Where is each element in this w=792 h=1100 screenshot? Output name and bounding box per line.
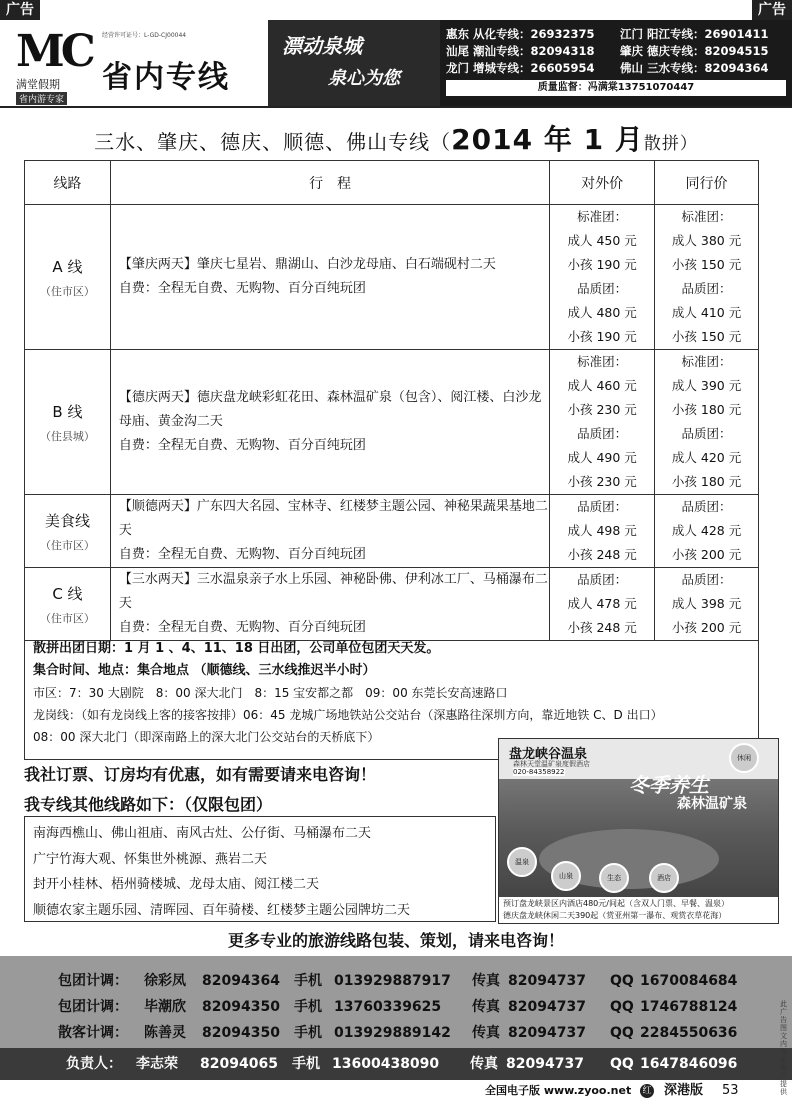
price-line: 标准团：: [681, 354, 732, 369]
qq-label: QQ: [610, 1056, 634, 1072]
city-pickup: 市区：7：30 大剧院 8：00 深大北门 8：15 宝安都之都 09：00 东莞长安高速路口: [33, 686, 508, 700]
price-line: 小孩 200 元: [671, 620, 742, 635]
route-lodging: （住县城）: [39, 429, 95, 443]
contact-name: 陈善灵: [144, 1025, 186, 1041]
route-itinerary: [110, 568, 549, 641]
title-date: 2014 年 1 月: [451, 123, 644, 156]
footer-edition: 深港版: [664, 1083, 704, 1098]
logo-mark: MC: [16, 26, 92, 77]
table-row: [25, 350, 759, 495]
hotline-row: [446, 60, 786, 77]
price-line: 小孩 248 元: [567, 620, 637, 635]
price-line: 成人 390 元: [671, 378, 742, 393]
route-label: A 线: [52, 257, 83, 276]
ad-tag-left: 广告: [0, 0, 40, 20]
price-line: 小孩 150 元: [671, 257, 742, 272]
price-line: 成人 380 元: [671, 233, 742, 248]
price-line: 标准团：: [577, 209, 628, 224]
price-line: 小孩 180 元: [671, 402, 742, 417]
itinerary-line: 【顺德两天】广东四大名园、宝林寺、红楼梦主题公园、神秘果蔬果基地二天: [118, 499, 548, 538]
retail-price-cell: [550, 568, 655, 641]
route-name: [25, 350, 111, 495]
manager-name: 李志荣: [136, 1056, 178, 1072]
hotline-right: 肇庆 德庆专线：82094515: [620, 44, 769, 58]
fax-label: 传真: [472, 999, 500, 1015]
ad-offer-1: 预订盘龙峡景区内酒店480元/间起（含双人门票、早餐、温泉）: [503, 899, 729, 908]
price-line: 小孩 230 元: [567, 474, 637, 489]
price-line: 品质团：: [681, 499, 732, 514]
price-line: 品质团：: [681, 572, 732, 587]
manager-fax: 82094737: [506, 1056, 584, 1072]
logo-brand-name: 满堂假期: [16, 78, 60, 91]
price-line: 标准团：: [681, 209, 732, 224]
table-row: [25, 568, 759, 641]
contact-tel: 82094350: [202, 1025, 280, 1041]
hotline-left: 汕尾 潮汕专线：82094318: [446, 44, 595, 58]
itinerary-note: 自费：全程无自费、无购物、百分百纯玩团: [118, 438, 366, 453]
list-item: 顺德农家主题乐园、清晖园、百年骑楼、红楼梦主题公园牌坊二天: [33, 902, 411, 918]
header: [0, 20, 792, 108]
contact-qq: 2284550636: [640, 1025, 738, 1041]
route-itinerary: [110, 350, 549, 495]
mobile-label: 手机: [294, 973, 322, 989]
other-routes-heading: 我专线其他线路如下：（仅限包团）: [24, 795, 273, 814]
route-lodging: （住市区）: [39, 284, 95, 298]
price-line: 成人 478 元: [567, 596, 637, 611]
departure-dates: 散拼出团日期：1 月 1 、4、11、18 日出团，公司单位包团天天发。: [33, 641, 440, 656]
ad-slogan: 冬季养生: [629, 773, 709, 797]
hotline-left: 龙门 增城专线：26605954: [446, 61, 595, 75]
itinerary-line: 【肇庆两天】肇庆七星岩、鼎湖山、白沙龙母庙、白石端砚村二天: [118, 257, 496, 272]
manager-tel: 82094065: [200, 1056, 278, 1072]
ad-phone: 020-84358922: [513, 768, 565, 776]
contact-fax: 82094737: [508, 973, 586, 989]
price-line: 品质团：: [681, 281, 732, 296]
price-line: 品质团：: [577, 572, 628, 587]
qq-label: QQ: [610, 973, 634, 989]
north-gate-pickup: 08：00 深大北门（即深南路上的深大北门公交站台的天桥底下）: [33, 730, 380, 744]
ad-slogan-2: 森林温矿泉: [677, 796, 747, 812]
route-name: [25, 495, 111, 568]
table-row: [25, 205, 759, 350]
route-lodging: （住市区）: [39, 538, 95, 552]
price-line: 成人 498 元: [567, 523, 637, 538]
staff-contacts: [0, 956, 792, 1048]
contact-qq: 1670084684: [640, 973, 738, 989]
qq-label: QQ: [610, 1025, 634, 1041]
peer-price-cell: [655, 205, 759, 350]
contact-tel: 82094364: [202, 973, 280, 989]
ad-thumb: 温泉: [507, 847, 537, 877]
ad-badge-icon: 休闲: [729, 743, 759, 773]
hotline-right: 江门 阳江专线：26901411: [620, 27, 769, 41]
manager-role: 负责人：: [66, 1056, 122, 1072]
hotline-right: 佛山 三水专线：82094364: [620, 61, 769, 75]
route-name: [25, 205, 111, 350]
table-header-row: [25, 161, 759, 205]
retail-price-cell: [550, 495, 655, 568]
mobile-label: 手机: [294, 999, 322, 1015]
price-line: 成人 398 元: [671, 596, 742, 611]
banner-line-2: 泉心为您: [328, 68, 400, 89]
license-number: 经营许可证号：L-GD-CJ00044: [102, 32, 187, 39]
manager-qq: 1647846096: [640, 1056, 738, 1072]
col-header-retail-price: 对外价: [550, 161, 655, 205]
ad-thumb: 山泉: [551, 861, 581, 891]
price-line: 小孩 190 元: [567, 329, 637, 344]
hotline-left: 惠东 从化专线：26932375: [446, 27, 595, 41]
list-item: 广宁竹海大观、怀集世外桃源、燕岩二天: [33, 851, 268, 867]
itinerary-note: 自费：全程无自费、无购物、百分百纯玩团: [118, 281, 366, 296]
contact-name: 毕潮欣: [144, 999, 186, 1015]
peer-price-cell: [655, 495, 759, 568]
slogan-banner: [268, 20, 440, 106]
contact-qq: 1746788124: [640, 999, 738, 1015]
contact-mobile: 13760339625: [334, 999, 442, 1015]
itinerary-line: 【三水两天】三水温泉亲子水上乐园、神秘卧佛、伊利冰工厂、马桶瀑布二天: [118, 572, 548, 611]
price-line: 小孩 190 元: [567, 257, 637, 272]
route-name: [25, 568, 111, 641]
route-itinerary: [110, 495, 549, 568]
manager-contact: [0, 1048, 792, 1080]
price-line: 成人 450 元: [567, 233, 637, 248]
route-table: [24, 160, 759, 641]
fax-label: 传真: [470, 1056, 498, 1072]
other-routes-list: [24, 816, 496, 922]
contact-role: 散客计调：: [58, 1025, 128, 1041]
ad-title: 盘龙峡谷温泉: [509, 747, 588, 762]
banner-line-1: 漂动泉城: [282, 34, 362, 58]
consult-line: 更多专业的旅游线路包装、策划，请来电咨询！: [227, 931, 564, 950]
price-line: 品质团：: [577, 281, 628, 296]
meeting-point: 集合时间、地点：集合地点 （顺德线、三水线推迟半小时）: [33, 663, 376, 678]
page-footer: [0, 1082, 792, 1100]
manager-mobile: 13600438090: [332, 1056, 440, 1072]
hotline-row: [446, 26, 786, 43]
col-header-peer-price: 同行价: [655, 161, 759, 205]
ad-thumb: 酒店: [649, 863, 679, 893]
price-line: 成人 460 元: [567, 378, 637, 393]
edition-icon: 红: [640, 1084, 654, 1098]
price-line: 成人 410 元: [671, 305, 742, 320]
contact-row: [0, 968, 792, 994]
qq-label: QQ: [610, 999, 634, 1015]
itinerary-line: 【德庆两天】德庆盘龙峡彩虹花田、森林温矿泉（包含）、阅江楼、白沙龙母庙、黄金沟二天: [118, 390, 542, 429]
price-line: 成人 490 元: [567, 450, 637, 465]
list-item: 南海西樵山、佛山祖庙、南风古灶、公仔街、马桶瀑布二天: [33, 826, 372, 841]
hotline-panel: [440, 20, 792, 106]
col-header-itinerary: 行 程: [110, 161, 549, 205]
itinerary-note: 自费：全程无自费、无购物、百分百纯玩团: [118, 620, 366, 635]
fax-label: 传真: [472, 973, 500, 989]
contact-role: 包团计调：: [58, 973, 128, 989]
longgang-pickup: 龙岗线：（如有龙岗线上客的接客按排）06：45 龙城广场地铁站公交站台（深惠路往深圳方向，靠近地铁 C、D 出口）: [33, 708, 663, 722]
fax-label: 传真: [472, 1025, 500, 1041]
mobile-label: 手机: [292, 1056, 320, 1072]
price-line: 成人 480 元: [567, 305, 637, 320]
contact-row: [0, 994, 792, 1020]
contact-fax: 82094737: [508, 999, 586, 1015]
hot-spring-ad: [498, 738, 779, 924]
mobile-label: 手机: [294, 1025, 322, 1041]
price-line: 成人 420 元: [671, 450, 742, 465]
footer-site: 全国电子版 www.zyoo.net: [485, 1084, 632, 1097]
retail-price-cell: [550, 205, 655, 350]
contact-row: [0, 1020, 792, 1046]
price-line: 标准团：: [577, 354, 628, 369]
route-label: 美食线: [44, 511, 90, 530]
retail-price-cell: [550, 350, 655, 495]
ad-subtitle: 森林天堂温矿泉度假酒店: [513, 760, 590, 768]
price-line: 品质团：: [577, 426, 628, 441]
contact-name: 徐彩凤: [144, 973, 186, 989]
peer-price-cell: [655, 568, 759, 641]
contact-mobile: 013929889142: [334, 1025, 451, 1041]
booking-promo: 我社订票、订房均有优惠，如有需要请来电咨询！: [24, 765, 377, 784]
side-disclaimer: 此广告图文内容由客户提供: [780, 1000, 787, 1096]
route-label: C 线: [52, 584, 83, 603]
ad-footer: [499, 897, 778, 923]
route-label: B 线: [52, 402, 83, 421]
ad-offer-2: 德庆盘龙峡休闲二天390起（赏亚州第一瀑布、观赏衣草花海）: [503, 911, 727, 920]
contact-mobile: 013929887917: [334, 973, 451, 989]
title-prefix: 三水、肇庆、德庆、顺德、佛山专线（: [94, 130, 452, 154]
hotline-row: [446, 43, 786, 60]
table-row: [25, 495, 759, 568]
contact-fax: 82094737: [508, 1025, 586, 1041]
price-line: 小孩 248 元: [567, 547, 637, 562]
ad-thumb: 生态: [599, 863, 629, 893]
contact-tel: 82094350: [202, 999, 280, 1015]
route-lodging: （住市区）: [39, 611, 95, 625]
price-line: 小孩 200 元: [671, 547, 742, 562]
list-item: 封开小桂林、梧州骑楼城、龙母太庙、阅江楼二天: [33, 877, 320, 892]
quality-supervisor: 质量监督：冯满棠13751070447: [446, 80, 786, 96]
price-line: 小孩 150 元: [671, 329, 742, 344]
page-number: 53: [722, 1083, 739, 1098]
price-line: 小孩 180 元: [671, 474, 742, 489]
ad-tag-right: 广告: [752, 0, 792, 20]
itinerary-note: 自费：全程无自费、无购物、百分百纯玩团: [118, 547, 366, 562]
page-title: [0, 118, 792, 158]
logo-badge: 省内游专家: [16, 92, 67, 105]
col-header-route: 线路: [25, 161, 111, 205]
header-title: 省内专线: [102, 60, 230, 95]
route-itinerary: [110, 205, 549, 350]
price-line: 品质团：: [577, 499, 628, 514]
logo-block: [10, 24, 265, 104]
contact-role: 包团计调：: [58, 999, 128, 1015]
peer-price-cell: [655, 350, 759, 495]
price-line: 小孩 230 元: [567, 402, 637, 417]
price-line: 成人 428 元: [671, 523, 742, 538]
price-line: 品质团：: [681, 426, 732, 441]
title-suffix: 散拼）: [643, 134, 698, 154]
